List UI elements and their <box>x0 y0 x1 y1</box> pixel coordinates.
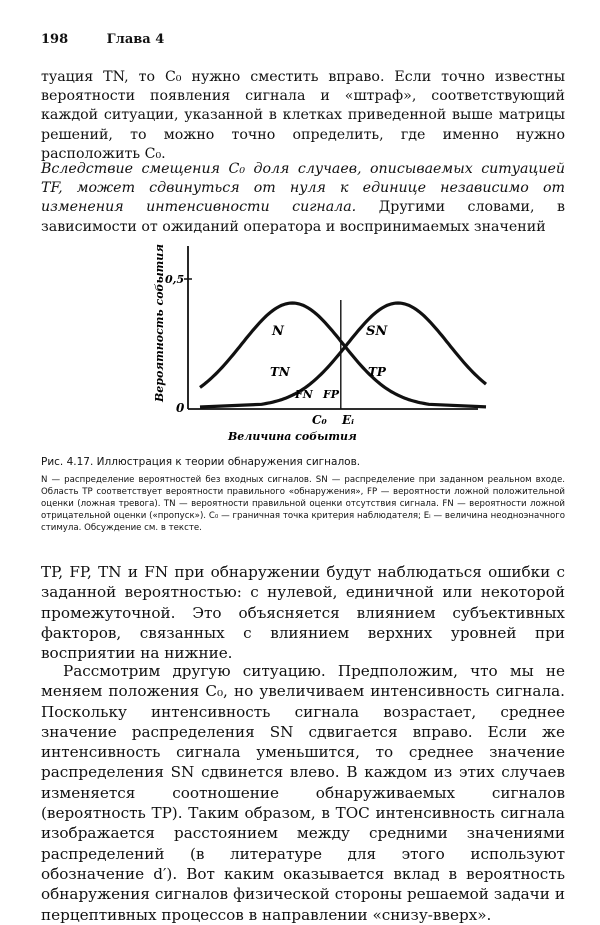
paragraph-3: TP, FP, TN и FN при обнаружении будут наблюдаться ошибки с заданной вероятностью: с нулевой, единичной или некоторой промежуточной. Это объясняется влиянием субъективных факторов, связанных с влиянием верхних уровней при восприятии на нижние. <box>41 563 565 663</box>
label-FP: FP <box>323 388 340 401</box>
chapter-title: Глава 4 <box>106 32 165 47</box>
curve-N <box>200 303 486 407</box>
label-Ei: Eᵢ <box>342 413 355 427</box>
y-axis-label: Вероятность события <box>153 243 166 402</box>
figure-caption-body: N — распределение вероятностей без входных сигналов. SN — распределение при заданном реальном входе. Область TP соответствует вероятности правильного «обнаружения», FP — вероятности ложной положительной оценки (ложная тревога). TN — вероятности правильной оценки отсутствия сигнала. FN — вероятности ложной отрицательной оценки («пропуск»). C₀ — граничная точка критерия наблюдателя; Eᵢ — величина неодноэначного стимула. Обсуждение см. в тексте. <box>41 475 565 533</box>
figure-caption-title: Рис. 4.17. Иллюстрация к теории обнаружения сигналов. <box>41 456 361 468</box>
label-TN: TN <box>270 365 290 379</box>
paragraph-1: туация TN, то C₀ нужно сместить вправо. Если точно известны вероятности появления сигнала и «штраф», соответствующий каждой ситуации, указанной в клетках приведенной выше матрицы решений, то можно точно определить, где именно нужно расположить C₀. <box>41 69 565 162</box>
paragraph-2-normal: Другими словами, в зависимости от ожиданий оператора и воспринимаемых значений <box>41 199 566 235</box>
label-SN: SN <box>366 324 388 339</box>
page-number: 198 <box>41 32 69 47</box>
label-FN: FN <box>295 388 313 401</box>
y-tick-zero-label: 0 <box>176 401 185 415</box>
label-TP: TP <box>368 365 386 379</box>
y-tick-top-label: 0,5 <box>165 273 185 286</box>
label-N: N <box>272 324 284 339</box>
x-axis-label: Величина события <box>228 430 357 443</box>
curve-SN <box>200 303 486 407</box>
paragraph-2-italic: Вследствие смещения C₀ доля случаев, описываемых ситуацией TF, может сдвинуться от нуля к единице независимо от изменения интенсивности сигнала. <box>41 161 565 216</box>
paragraph-4: Рассмотрим другую ситуацию. Предположим, что мы не меняем положения C₀, но увеличиваем интенсивность сигнала. Поскольку интенсивность сигнала возрастает, среднее значение распределения SN сдвигается вправо. Если же интенсивность сигнала уменьшится, то среднее значение распределения SN сдвинется влево. В каждом из этих случаев изменяется соотношение обнаруживаемых сигналов (вероятность TP). Таким образом, в ТОС интенсивность сигнала изображается расстоянием между средними значениями распределений (в литературе для этого используют обозначение d′). Вот каким оказывается вклад в вероятность обнаружения сигналов физической стороны решаемой задачи и перцептивных процессов в направлении «снизу-вверх». <box>41 662 565 924</box>
label-C0: C₀ <box>312 413 327 427</box>
